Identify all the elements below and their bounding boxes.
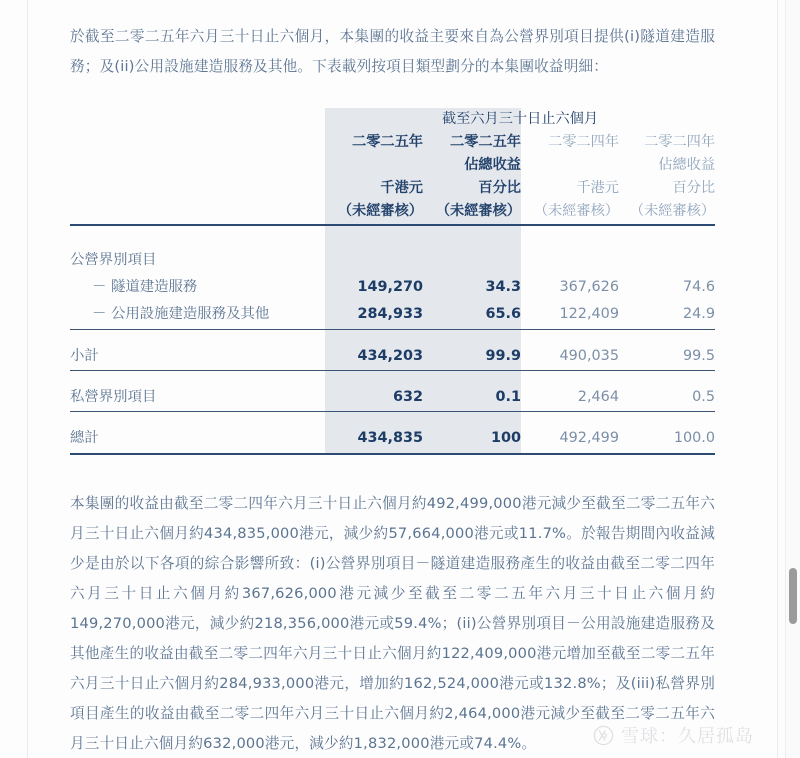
row-subtotal-2025-pct: 99.9 (485, 347, 521, 364)
table-row-total (70, 425, 715, 452)
group-heading-blank-a (325, 247, 423, 274)
document-content (70, 0, 715, 758)
table-bottom-rule (70, 452, 715, 454)
header-year-2024-hkd: 二零二四年 (548, 134, 619, 150)
spacer-above-private (70, 371, 715, 384)
row-subtotal-2025-hkd: 434,203 (357, 347, 423, 364)
spacer-above-total (70, 412, 715, 425)
revenue-table (70, 108, 715, 455)
header-unit-2025-hkd: 千港元 (380, 180, 423, 196)
row-private-2025-pct: 0.1 (495, 388, 521, 405)
row-utility-2024-hkd: 122,409 (559, 306, 619, 323)
row-private-2025-hkd: 632 (392, 388, 423, 405)
vertical-scrollbar-track[interactable] (785, 0, 800, 758)
table-header-sub-row (70, 154, 715, 177)
row-total-2024-pct: 100.0 (673, 429, 716, 446)
row-subtotal-2024-hkd: 490,035 (559, 347, 619, 364)
header-audit-2025-pct: （未經審核） (435, 203, 521, 219)
closing-paragraph: 本集團的收益由截至二零二四年六月三十日止六個月約492,499,000港元減少至截至二零二五年六月三十日止六個月約434,835,000港元，減少約57,664,000港元或11.7%。於報告期間內收益減少是由於以下各項的綜合影響所致：(i)公營界別項目－隧道建造服務產生的收益由截至二零二四年六月三十日止六個月約367,626,000港元減少至截至二零二五年六月三十日止六個月約149,270,000港元，減少約218,356,000港元或59.4%；(ii)公營界別項目－公用設施建造服務及其他產生的收益由截至二零二四年六月三十日止六個月約122,409,000港元增加至截至二零二五年六月三十日止六個月約284,933,000港元，增加約162,524,000港元或132.8%；及(iii)私營界別項目產生的收益由截至二零二四年六月三十日止六個月約2,464,000港元減少至截至二零二五年六月三十日止六個月約632,000港元，減少約1,832,000港元或74.4%。 (70, 495, 715, 753)
header-unit-gutter (70, 177, 325, 200)
row-total-2024-hkd: 492,499 (559, 429, 619, 446)
table-row-private-sector (70, 384, 715, 411)
row-utility-2025-pct: 65.6 (485, 306, 521, 323)
table-row (70, 274, 715, 301)
revenue-breakdown-table (70, 108, 715, 455)
table-header-unit-row (70, 177, 715, 200)
header-sub-2024-hkd (521, 154, 619, 177)
watermark-text: 雪球：久居孤岛 (621, 726, 754, 747)
vertical-scrollbar-thumb[interactable] (789, 568, 797, 624)
header-sub-2025-pct: 佔總收益 (464, 157, 521, 173)
table-row (70, 301, 715, 328)
row-tunnel-2024-pct: 74.6 (682, 279, 716, 296)
header-audit-2025-hkd: （未經審核） (337, 203, 423, 219)
header-sub-2024-pct: 佔總收益 (658, 157, 716, 173)
row-tunnel-2025-pct: 34.3 (485, 279, 521, 296)
header-unit-2025-pct: 百分比 (478, 180, 521, 196)
header-sub-gutter (70, 154, 325, 177)
row-label-tunnel-construction: － 隧道建造服務 (92, 279, 198, 296)
row-utility-2024-pct: 24.9 (682, 306, 716, 323)
header-year-2024-pct: 二零二四年 (644, 134, 716, 150)
group-heading-blank-b (423, 247, 521, 274)
table-group-heading-row (70, 247, 715, 274)
header-audit-2024-hkd: （未經審核） (533, 203, 619, 219)
row-label-utility-construction: － 公用設施建造服務及其他 (92, 306, 270, 323)
table-header-year-row (70, 131, 715, 154)
row-label-total: 總計 (70, 429, 99, 446)
row-tunnel-2024-hkd: 367,626 (559, 279, 619, 296)
header-unit-2024-hkd: 千港元 (576, 180, 619, 196)
header-audit-2024-pct: （未經審核） (629, 203, 716, 219)
row-subtotal-2024-pct: 99.5 (682, 347, 716, 364)
table-spacer-after-top-rule (70, 225, 715, 247)
page-left-edge-rule (27, 0, 28, 758)
header-gutter (70, 131, 325, 154)
header-sub-2025-hkd (325, 154, 423, 177)
group-heading-blank-d (619, 247, 715, 274)
row-utility-2025-hkd: 284,933 (357, 306, 423, 323)
spacer-above-subtotal (70, 330, 715, 343)
row-tunnel-2025-hkd: 149,270 (357, 279, 423, 296)
page-right-edge-rule (777, 0, 778, 758)
header-audit-gutter (70, 200, 325, 223)
xueqiu-logo-icon (593, 725, 614, 746)
row-private-2024-hkd: 2,464 (577, 388, 619, 405)
header-year-2025-hkd: 二零二五年 (352, 134, 423, 150)
row-private-2024-pct: 0.5 (692, 388, 716, 405)
intro-paragraph: 於截至二零二五年六月三十日止六個月，本集團的收益主要來自為公營界別項目提供(i)隧道建造服務；及(ii)公用設施建造服務及其他。下表載列按項目類型劃分的本集團收益明細： (70, 28, 715, 75)
table-span-header-row (70, 108, 715, 131)
span-header-period: 截至六月三十日止六個月 (441, 111, 599, 127)
row-total-2025-hkd: 434,835 (357, 429, 423, 446)
group-heading-public-sector: 公營界別項目 (70, 252, 157, 269)
span-header-gutter (70, 108, 325, 131)
watermark (593, 722, 754, 748)
group-heading-blank-c (521, 247, 619, 274)
row-label-subtotal: 小計 (70, 347, 99, 364)
row-label-private-sector: 私營界別項目 (70, 388, 157, 405)
header-year-2025-pct: 二零二五年 (450, 134, 521, 150)
table-header-audit-row (70, 200, 715, 223)
row-total-2025-pct: 100 (490, 429, 521, 446)
header-unit-2024-pct: 百分比 (672, 180, 716, 196)
table-row-subtotal (70, 343, 715, 370)
